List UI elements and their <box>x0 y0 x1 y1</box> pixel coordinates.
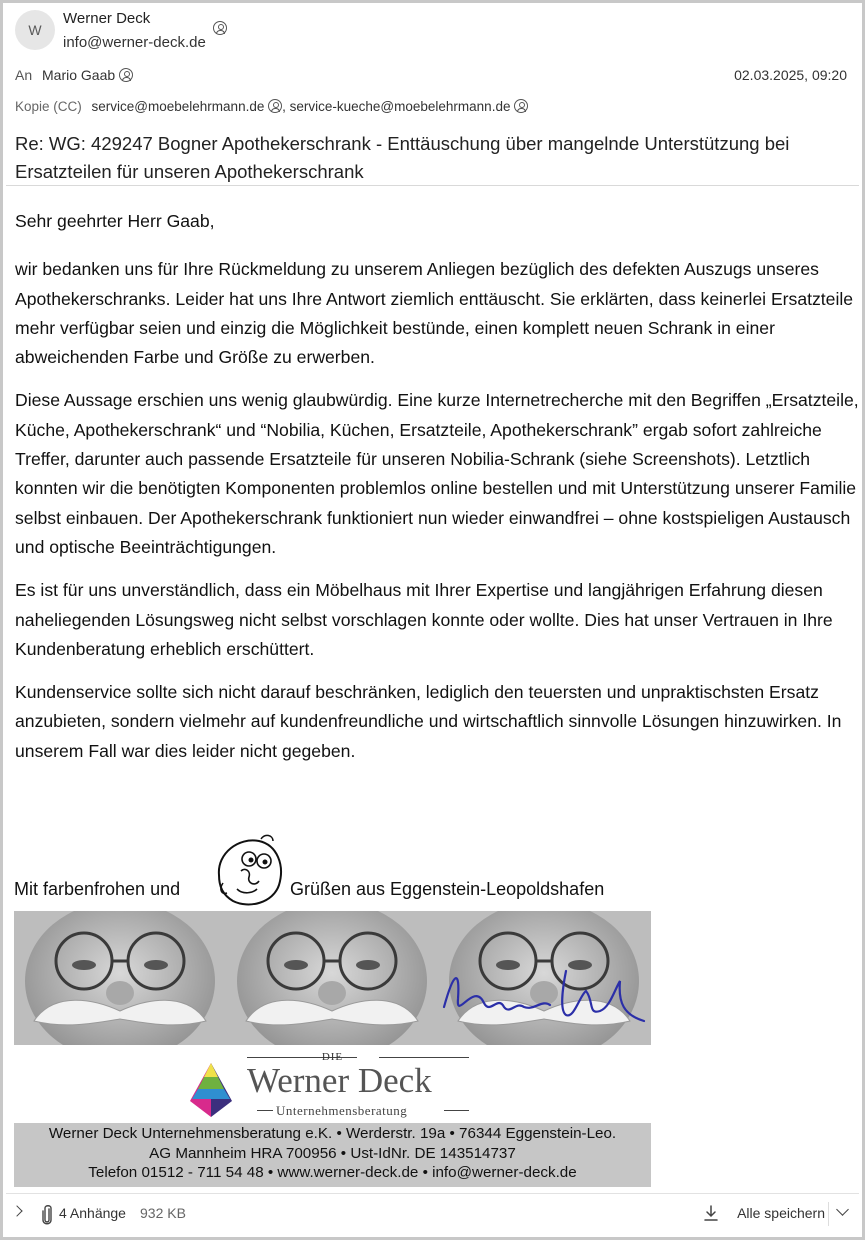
to-recipient[interactable]: Mario Gaab <box>42 67 116 83</box>
logo-subtitle: Unternehmensberatung <box>276 1103 408 1118</box>
chevron-right-icon[interactable] <box>11 1205 22 1216</box>
received-date: 02.03.2025, 09:20 <box>734 67 847 83</box>
cartoon-face-icon <box>209 831 289 911</box>
contact-card-icon[interactable] <box>268 99 282 113</box>
attachment-size: 932 KB <box>140 1205 186 1221</box>
header-divider <box>6 185 859 186</box>
cc-recipient-2[interactable]: service-kueche@moebelehrmann.de <box>289 99 511 114</box>
sender-name[interactable]: Werner Deck <box>63 10 151 27</box>
logo-die: DIE <box>321 1051 344 1063</box>
paragraph-1: wir bedanken uns für Ihre Rückmeldung zu unserem Anliegen bezüglich des defekten Auszugs unseres Apothekerschranks. Leider hat uns Ihre Antwort ziemlich enttäuscht. Sie erklärten, dass keinerlei Ersatzteile mehr verfügbar seien und einzig die Möglichkeit bestünde, einen komplett neuen Schrank in einer abweichenden Farbe und Größe zu erwerben. <box>15 259 854 368</box>
paragraph-2: Diese Aussage erschien uns wenig glaubwürdig. Eine kurze Internetrecherche mit den Begriffen „Ersatzteile, Küche, Apothekerschrank“ und “Nobilia, Küchen, Ersatzteile, Apothekerschrank” ergab sofort zahlreiche Treffer, darunter auch passende Ersatzteile für unseren Nobilia-Schrank (siehe Screenshots). Letztlich konnten wir die benötigten Komponenten problemlos online bestellen und mit Unterstützung unserer Familie selbst einbauen. Der Apothekerschrank funktioniert nun wieder einwandfrei – ohne kostspieligen Austausch und optische Beeinträchtigungen. <box>15 390 859 557</box>
paperclip-icon <box>40 1204 54 1226</box>
email-body <box>15 207 860 780</box>
cc-separator: , <box>282 99 286 114</box>
company-logo <box>14 1045 651 1123</box>
to-label: An <box>15 67 33 83</box>
to-row <box>15 67 133 83</box>
logo-rule-right <box>379 1057 469 1058</box>
signature-greeting-left: Mit farbenfrohen und <box>14 879 181 899</box>
cc-label: Kopie (CC) <box>15 99 82 114</box>
contact-card-icon[interactable] <box>119 68 133 82</box>
signature-greeting <box>14 831 651 911</box>
paragraph-4: Kundenservice sollte sich nicht darauf beschränken, lediglich den teuersten und unpraktischsten Ersatz anzubieten, sondern vielmehr auf kundenfreundliche und wirtschaftlich sinnvolle Lösungen hinzuwirken. In unserem Fall war dies leider nicht gegeben. <box>15 682 842 761</box>
contact-card-icon[interactable] <box>514 99 528 113</box>
sender-avatar[interactable] <box>15 10 55 50</box>
avatar-initial: W <box>28 22 42 38</box>
signature-portrait-banner <box>14 911 651 1045</box>
contact-card-icon[interactable] <box>213 21 227 35</box>
pyramid-logo-icon <box>180 1061 242 1119</box>
email-signature <box>14 831 651 1187</box>
footer-line-1: Werner Deck Unternehmensberatung e.K. • Werderstr. 19a • 76344 Eggenstein-Leo. <box>48 1125 617 1142</box>
logo-sub-rule-left <box>257 1110 273 1111</box>
email-subject: Re: WG: 429247 Bogner Apothekerschrank - Enttäuschung über mangelnde Unterstützung bei Ersatzteilen für unseren Apothekerschrank <box>15 133 790 182</box>
attachments-bar <box>6 1193 859 1234</box>
signature-footer <box>14 1123 651 1187</box>
chevron-down-icon[interactable] <box>836 1203 849 1216</box>
footer-line-3: Telefon 01512 - 711 54 48 • www.werner-deck.de • info@werner-deck.de <box>88 1164 577 1181</box>
salutation: Sehr geehrter Herr Gaab, <box>15 211 215 231</box>
sender-email[interactable]: info@werner-deck.de <box>63 34 206 51</box>
logo-sub-rule-right <box>444 1110 469 1111</box>
logo-name: Werner Deck <box>247 1061 432 1100</box>
attachment-count[interactable]: 4 Anhänge <box>59 1205 126 1221</box>
download-icon[interactable] <box>703 1204 719 1222</box>
footer-line-2: AG Mannheim HRA 700956 • Ust-IdNr. DE 143514737 <box>149 1144 516 1162</box>
save-all-button[interactable]: Alle speichern <box>737 1205 825 1221</box>
toolbar-separator <box>828 1202 829 1226</box>
paragraph-3: Es ist für uns unverständlich, dass ein Möbelhaus mit Ihrer Expertise und langjährigen Erfahrung diesen naheliegenden Lösungsweg nicht selbst vorschlagen konnte oder wollte. Dies hat unser Vertrauen in Ihre Kundenberatung erheblich erschüttert. <box>15 580 833 659</box>
cc-recipient-1[interactable]: service@moebelehrmann.de <box>91 99 265 114</box>
cc-row <box>15 99 528 114</box>
signature-greeting-right: Grüßen aus Eggenstein-Leopoldshafen <box>290 879 605 899</box>
